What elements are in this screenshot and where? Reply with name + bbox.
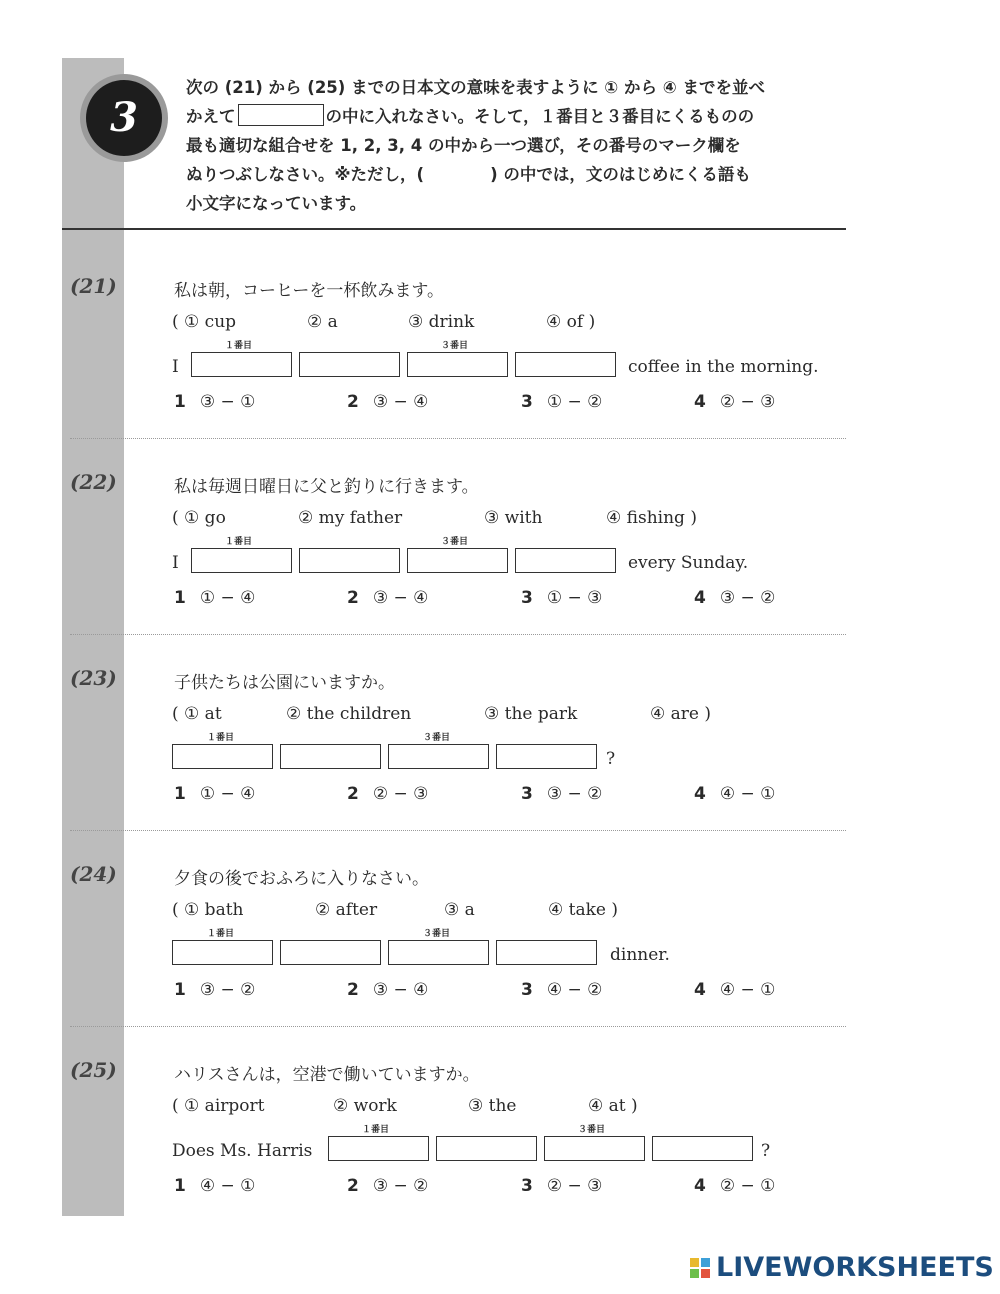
answer-option[interactable]	[347, 392, 428, 412]
sentence-tail: ?	[606, 749, 616, 769]
question-23	[62, 666, 852, 862]
liveworksheets-logo-icon	[690, 1258, 712, 1280]
choice-4: ④ fishing )	[606, 508, 697, 528]
japanese-sentence: 私は朝，コーヒーを一杯飲みます。	[174, 281, 444, 301]
first-label: １番目	[225, 537, 253, 547]
answer-box-1[interactable]	[328, 1136, 429, 1161]
choice-1: ( ① go	[172, 508, 226, 528]
first-label: １番目	[362, 1125, 390, 1135]
dotted-divider	[70, 830, 846, 831]
option-text: ① − ②	[546, 392, 603, 412]
option-number: 1	[174, 392, 186, 412]
instruction-text: かえて	[186, 107, 236, 126]
option-number: 4	[694, 1176, 706, 1196]
option-text: ③ − ④	[372, 588, 429, 608]
option-number: 1	[174, 588, 186, 608]
choice-3: ③ the park	[484, 704, 578, 724]
choice-2: ② a	[307, 312, 338, 332]
answer-box-4[interactable]	[496, 744, 597, 769]
choice-3: ③ a	[444, 900, 475, 920]
choice-1: ( ① cup	[172, 312, 237, 332]
option-number: 4	[694, 588, 706, 608]
third-label: ３番目	[441, 537, 469, 547]
answer-box-3[interactable]	[544, 1136, 645, 1161]
choice-3: ③ with	[484, 508, 543, 528]
answer-box-2[interactable]	[299, 548, 400, 573]
word-choices	[172, 704, 792, 724]
word-choices	[172, 1096, 792, 1116]
option-number: 2	[347, 392, 359, 412]
blank-sample-box	[238, 104, 324, 126]
third-label: ３番目	[423, 929, 451, 939]
option-text: ② − ③	[719, 392, 776, 412]
word-choices	[172, 900, 792, 920]
instruction-line: 次の (21) から (25) までの日本文の意味を表すように ① から ④ までを並べ	[186, 78, 765, 97]
answer-option[interactable]	[694, 588, 775, 608]
option-number: 2	[347, 588, 359, 608]
option-number: 4	[694, 980, 706, 1000]
option-text: ② − ①	[719, 1176, 776, 1196]
option-text: ③ − ②	[546, 784, 603, 804]
choice-4: ④ take )	[548, 900, 619, 920]
answer-option[interactable]	[174, 588, 255, 608]
answer-box-2[interactable]	[280, 744, 381, 769]
question-number: (25)	[70, 1058, 117, 1082]
answer-box-1[interactable]	[172, 940, 273, 965]
answer-option[interactable]	[347, 1176, 428, 1196]
header-divider	[62, 228, 846, 230]
answer-option[interactable]	[694, 392, 775, 412]
answer-box-2[interactable]	[299, 352, 400, 377]
option-text: ④ − ①	[719, 784, 776, 804]
sentence-lead: I	[172, 357, 179, 377]
third-label: ３番目	[423, 733, 451, 743]
third-label: ３番目	[441, 341, 469, 351]
option-number: 2	[347, 784, 359, 804]
answer-option[interactable]	[521, 588, 602, 608]
answer-box-2[interactable]	[436, 1136, 537, 1161]
choice-4: ④ are )	[650, 704, 712, 724]
choice-4: ④ at )	[588, 1096, 638, 1116]
answer-box-3[interactable]	[407, 352, 508, 377]
japanese-sentence: 夕食の後でおふろに入りなさい。	[174, 869, 429, 889]
option-text: ③ − ④	[372, 980, 429, 1000]
answer-option[interactable]	[521, 980, 602, 1000]
japanese-sentence: 子供たちは公園にいますか。	[174, 673, 395, 693]
answer-option[interactable]	[174, 980, 255, 1000]
option-text: ④ − ②	[546, 980, 603, 1000]
option-text: ③ − ②	[719, 588, 776, 608]
answer-option[interactable]	[174, 1176, 255, 1196]
option-number: 3	[521, 392, 533, 412]
option-number: 3	[521, 1176, 533, 1196]
choice-1: ( ① airport	[172, 1096, 265, 1116]
sentence-tail: dinner.	[610, 945, 670, 965]
first-label: １番目	[207, 929, 235, 939]
answer-box-1[interactable]	[191, 352, 292, 377]
option-text: ① − ④	[199, 588, 256, 608]
answer-box-3[interactable]	[388, 744, 489, 769]
option-text: ② − ③	[372, 784, 429, 804]
section-badge	[80, 74, 168, 162]
answer-box-1[interactable]	[172, 744, 273, 769]
option-number: 3	[521, 784, 533, 804]
option-number: 1	[174, 1176, 186, 1196]
sentence-tail: coffee in the morning.	[628, 357, 819, 377]
option-text: ③ − ②	[372, 1176, 429, 1196]
option-number: 1	[174, 784, 186, 804]
instruction-text: の中に入れなさい。そして，１番目と３番目にくるものの	[325, 107, 755, 126]
sentence-lead: Does Ms. Harris	[172, 1141, 313, 1161]
answer-box-3[interactable]	[407, 548, 508, 573]
choice-1: ( ① at	[172, 704, 222, 724]
option-text: ① − ③	[546, 588, 603, 608]
option-number: 4	[694, 392, 706, 412]
word-choices	[172, 508, 792, 528]
answer-option[interactable]	[174, 392, 255, 412]
option-text: ④ − ①	[199, 1176, 256, 1196]
section-number: 3	[86, 80, 162, 156]
sentence-lead: I	[172, 553, 179, 573]
instruction-line	[186, 97, 848, 126]
option-text: ③ − ②	[199, 980, 256, 1000]
question-number: (22)	[70, 470, 117, 494]
answer-box-2[interactable]	[280, 940, 381, 965]
answer-option[interactable]	[347, 980, 428, 1000]
first-label: １番目	[225, 341, 253, 351]
answer-box-4[interactable]	[496, 940, 597, 965]
answer-option[interactable]	[521, 784, 602, 804]
answer-option[interactable]	[521, 1176, 602, 1196]
choice-2: ② the children	[286, 704, 412, 724]
answer-option[interactable]	[347, 784, 428, 804]
answer-option[interactable]	[694, 784, 775, 804]
instruction-line: 小文字になっています。	[186, 194, 367, 213]
answer-option[interactable]	[521, 392, 602, 412]
instructions	[186, 68, 848, 213]
answer-option[interactable]	[694, 1176, 775, 1196]
option-text: ② − ③	[546, 1176, 603, 1196]
answer-box-1[interactable]	[191, 548, 292, 573]
japanese-sentence: ハリスさんは，空港で働いていますか。	[174, 1065, 480, 1085]
answer-box-4[interactable]	[652, 1136, 753, 1161]
japanese-sentence: 私は毎週日曜日に父と釣りに行きます。	[174, 477, 479, 497]
choice-4: ④ of )	[546, 312, 596, 332]
question-number: (23)	[70, 666, 117, 690]
option-text: ③ − ①	[199, 392, 256, 412]
option-number: 4	[694, 784, 706, 804]
choice-2: ② work	[333, 1096, 397, 1116]
option-text: ④ − ①	[719, 980, 776, 1000]
instruction-line: ぬりつぶしなさい。※ただし，( ) の中では，文のはじめにくる語も	[186, 165, 751, 184]
instruction-line: 最も適切な組合せを 1, 2, 3, 4 の中から一つ選び，その番号のマーク欄を	[186, 136, 741, 155]
option-text: ① − ④	[199, 784, 256, 804]
third-label: ３番目	[578, 1125, 606, 1135]
dotted-divider	[70, 438, 846, 439]
choice-3: ③ drink	[408, 312, 475, 332]
question-25	[62, 1058, 852, 1254]
question-21	[62, 274, 852, 470]
sentence-tail: every Sunday.	[628, 553, 749, 573]
option-number: 2	[347, 1176, 359, 1196]
choice-2: ② after	[315, 900, 378, 920]
dotted-divider	[70, 1026, 846, 1027]
choice-2: ② my father	[298, 508, 403, 528]
answer-option[interactable]	[694, 980, 775, 1000]
dotted-divider	[70, 634, 846, 635]
question-22	[62, 470, 852, 666]
first-label: １番目	[207, 733, 235, 743]
watermark: LIVEWORKSHEETS	[716, 1252, 994, 1283]
option-number: 2	[347, 980, 359, 1000]
question-24	[62, 862, 852, 1058]
question-number: (24)	[70, 862, 117, 886]
answer-box-3[interactable]	[388, 940, 489, 965]
sentence-tail: ?	[761, 1141, 771, 1161]
choice-1: ( ① bath	[172, 900, 244, 920]
answer-box-4[interactable]	[515, 352, 616, 377]
option-number: 3	[521, 980, 533, 1000]
answer-option[interactable]	[347, 588, 428, 608]
question-number: (21)	[70, 274, 117, 298]
answer-option[interactable]	[174, 784, 255, 804]
option-text: ③ − ④	[372, 392, 429, 412]
option-number: 3	[521, 588, 533, 608]
answer-box-4[interactable]	[515, 548, 616, 573]
option-number: 1	[174, 980, 186, 1000]
choice-3: ③ the	[468, 1096, 517, 1116]
word-choices	[172, 312, 792, 332]
